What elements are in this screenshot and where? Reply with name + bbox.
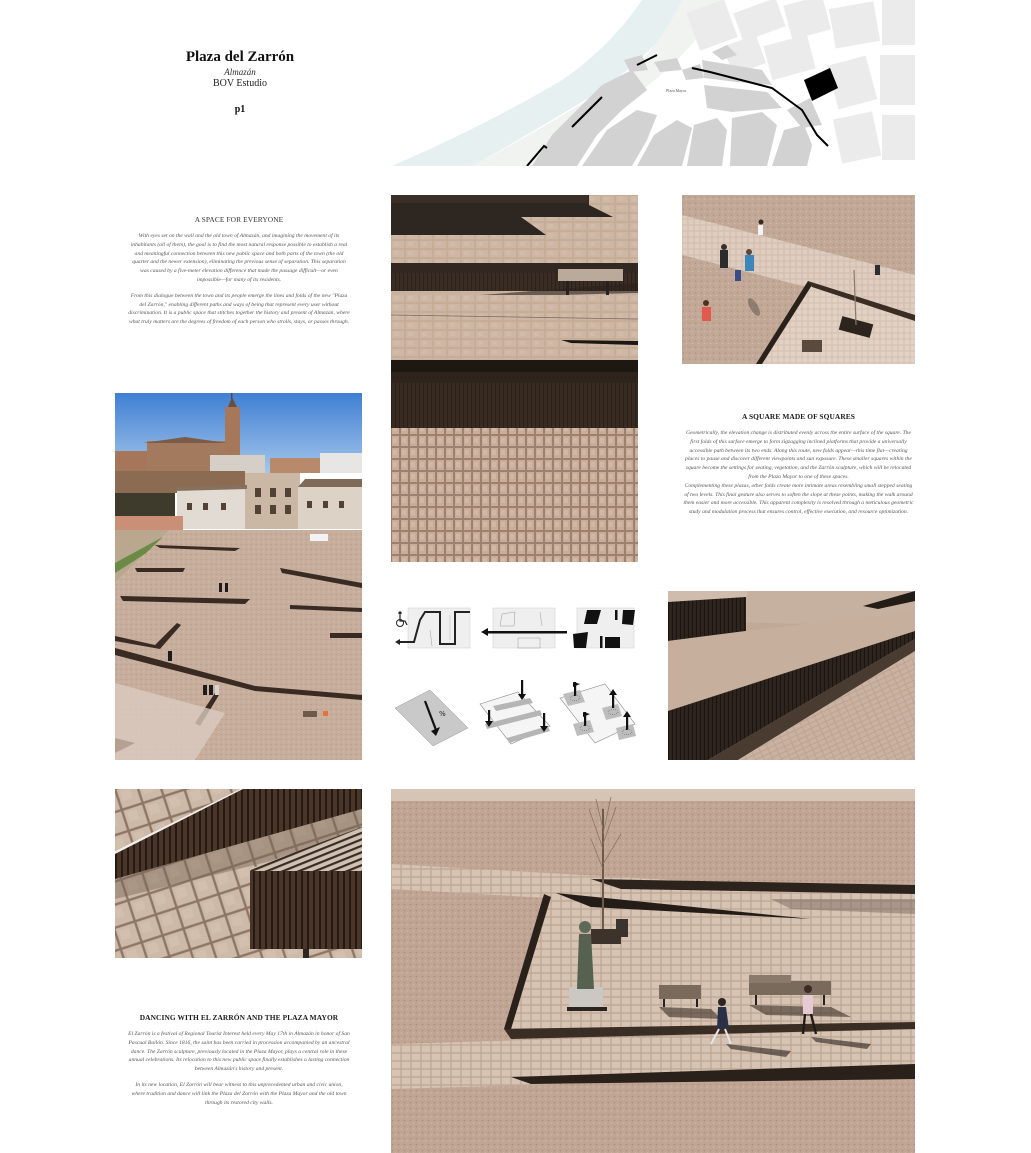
church-tower <box>225 407 240 457</box>
wheelchair-icon <box>397 611 408 626</box>
project-location: Almazán <box>224 67 256 77</box>
section-paragraph: Complementing these plazas, other folds create more intimate areas resembling small stepped seating of two levels. This final gesture also serves to soften the slope at these points, making the walk around them easier and more accessible. This apparent complexity is resolved through a meticulous geometric study and modulation process that ensures control, effective execution, and resource optimization. <box>683 482 914 516</box>
section-heading: DANCING WITH EL ZARRÓN AND THE PLAZA MAYOR <box>139 1013 339 1022</box>
project-title: Plaza del Zarrón <box>185 49 295 65</box>
slope-percent-label: % <box>439 710 446 718</box>
concept-diagrams <box>390 600 640 750</box>
photo-paving-steps-detail <box>391 195 638 562</box>
diagram-accessible-zigzag-route <box>395 608 470 648</box>
map-label-plaza-mayor: Plaza Mayor <box>666 88 687 93</box>
section-paragraph: Geometrically, the elevation change is distributed evenly across the entire surface of the square. The first folds of this surface emerge to form zigzagging inclined platforms that provide a universally accessible path between its two ends. Along this route, new folds appear—this time flat—creating places to pause and discover different viewpoints and sun exposure. These smaller squares within the square become the settings for seating, vegetation, and the Zarrón sculpture, which will be relocated from the Plaza Mayor to one of these spaces. <box>685 430 912 480</box>
bench-side <box>250 871 362 949</box>
diagram-plaza-folds-plan <box>573 608 635 648</box>
section-paragraph: El Zarrón is a festival of Regional Tourist Interest held every May 17th in Almazán in honor of San Pascual Bailón. Since 1816, the saint has been carried in procession accompanied by an ancestral dance. The Zarrón sculpture, previously located in the Plaza Mayor, plays a central role in these annual celebrations. Its relocation to this new public space finally establishes a lasting connection between Almazán's history and present. <box>128 1031 350 1073</box>
diagram-ramp-platforms <box>480 680 550 744</box>
section-paragraph: In its new location, El Zarrón will bear witness to this unprecedented urban and civic union, where tradition and dance will link the Plaza del Zarrón with the Plaza Mayor and the old town through its restored city walls. <box>131 1081 347 1106</box>
diagram-stepped-plazas <box>560 682 636 743</box>
section-paragraph: With eyes set on the wall and the old town of Almazán, and imagining the movement of its inhabitants (all of them), the goal is to find the most natural response possible to establish a real and meaningful connection between this new public space and both parts of the town (the old quarter and the newer extension), eliminating the previous sense of separation. This separation was caused by a five-meter elevation difference that made the passage difficult—or even impossible—for many of its residents. <box>130 233 348 283</box>
site-map <box>392 0 915 166</box>
section-square-of-squares <box>682 412 915 524</box>
photo-plaza-overview-church <box>115 393 362 760</box>
parked-van <box>310 534 328 541</box>
title-block <box>150 48 330 115</box>
section-space-for-everyone <box>128 215 350 334</box>
bench <box>558 269 623 281</box>
photo-zarron-sculpture-plaza <box>391 789 915 1153</box>
section-heading: A SQUARE MADE OF SQUARES <box>742 412 855 421</box>
photo-people-walking-aerial <box>682 195 915 364</box>
section-heading: A SPACE FOR EVERYONE <box>194 215 284 224</box>
photo-ramp-folds-detail <box>668 591 915 760</box>
studio-name: BOV Estudio <box>213 78 267 89</box>
section-paragraph: From this dialogue between the town and its people emerge the lines and folds of the new "Plaza del Zarrón," enabling different paths and ways of being that represent every user without discrimination. It is a public space that stitches together the history and present of Almazán, where what truly matters are the degrees of freedom of each person who strolls, stays, or passes through. <box>128 292 350 326</box>
page-number: p1 <box>234 104 246 115</box>
diagram-flat-route <box>481 608 567 648</box>
diagram-slope-percent <box>395 690 468 746</box>
photo-slatted-bench-detail <box>115 789 362 958</box>
section-dancing-el-zarron <box>128 1013 350 1114</box>
